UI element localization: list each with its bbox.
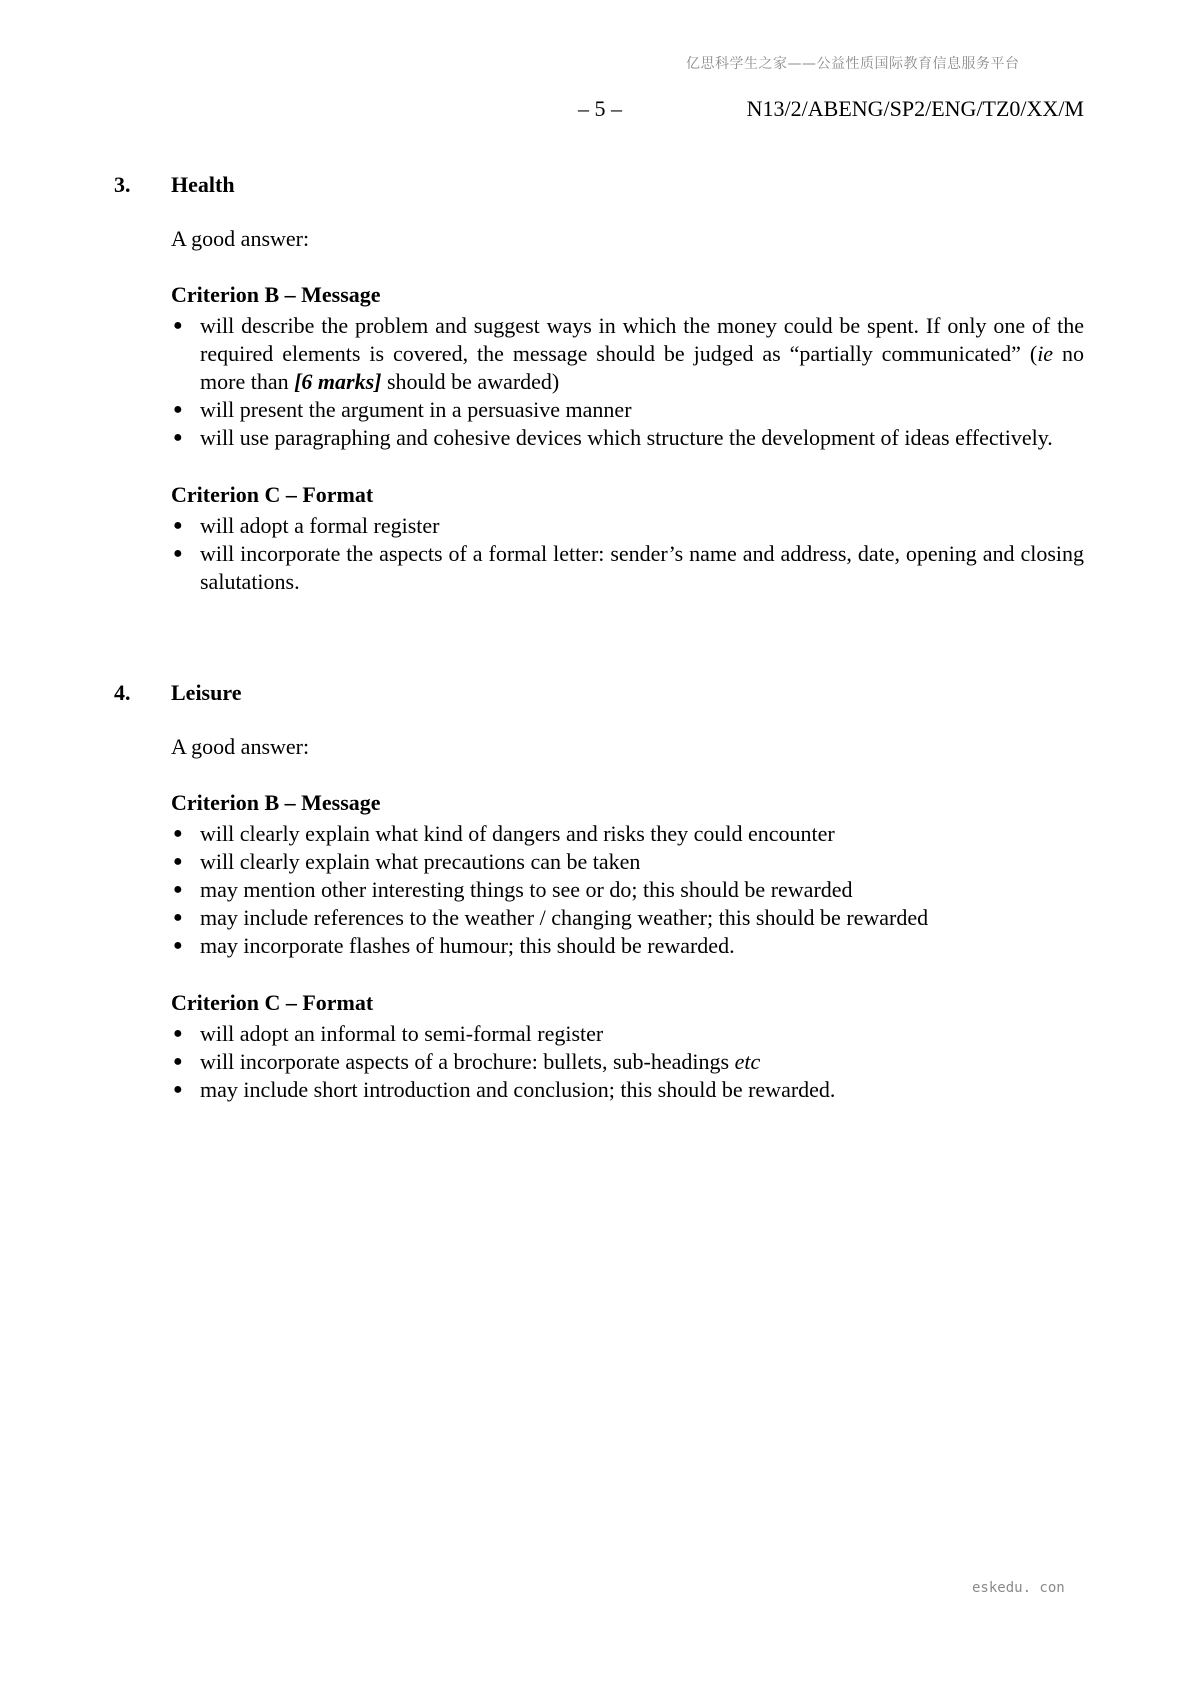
paper-code: N13/2/ABENG/SP2/ENG/TZ0/XX/M <box>746 96 1084 121</box>
bullet-icon: ● <box>173 853 183 870</box>
question-4-criterion-b-title: Criterion B – Message <box>171 790 381 815</box>
bullet-icon: ● <box>173 937 183 954</box>
watermark-footer: eskedu. con <box>972 1580 1065 1596</box>
list-item: ● will describe the problem and suggest ways in which the money could be spent. If only one of the required elements is covered, the message should be judged as “partially communicated” (ie no more than [6 marks] should be awarded) <box>173 313 1085 394</box>
question-3-heading <box>114 172 1084 198</box>
question-3-number: 3. <box>114 172 131 197</box>
bullet-icon: ● <box>173 429 183 446</box>
question-3-title: Health <box>171 172 235 197</box>
question-3-criterion-b-list <box>171 312 1084 452</box>
list-item: ● will clearly explain what kind of dangers and risks they could encounter <box>173 821 835 846</box>
list-item: ● will incorporate the aspects of a formal letter: sender’s name and address, date, opening and closing salutations. <box>173 541 1084 594</box>
list-item: ● may include references to the weather / changing weather; this should be rewarded <box>173 905 929 930</box>
question-3-intro: A good answer: <box>171 226 310 251</box>
question-3-criterion-b-title: Criterion B – Message <box>171 282 381 307</box>
bullet-icon: ● <box>173 1025 183 1042</box>
question-4-criterion-c-list <box>171 1020 1084 1104</box>
question-3-criterion-c-list <box>171 512 1084 596</box>
page-number: – 5 – <box>578 96 622 121</box>
list-item: ● will incorporate aspects of a brochure: bullets, sub-headings etc <box>173 1049 761 1074</box>
list-item: ● may include short introduction and conclusion; this should be rewarded. <box>173 1077 836 1102</box>
bullet-icon: ● <box>173 545 183 562</box>
bullet-icon: ● <box>173 909 183 926</box>
bullet-icon: ● <box>173 881 183 898</box>
list-item: ● may mention other interesting things to see or do; this should be rewarded <box>173 877 853 902</box>
bullet-icon: ● <box>173 825 183 842</box>
bullet-icon: ● <box>173 1053 183 1070</box>
list-item: ● will adopt a formal register <box>173 513 440 538</box>
bullet-icon: ● <box>173 517 183 534</box>
question-4-title: Leisure <box>171 680 242 705</box>
list-item: ● will use paragraphing and cohesive devices which structure the development of ideas effectively. <box>173 425 1053 450</box>
watermark-header: 亿思科学生之家——公益性质国际教育信息服务平台 <box>686 56 1020 72</box>
list-item: ● may incorporate flashes of humour; this should be rewarded. <box>173 933 735 958</box>
question-4-number: 4. <box>114 680 131 705</box>
question-3-criterion-c-title: Criterion C – Format <box>171 482 374 507</box>
list-item: ● will present the argument in a persuasive manner <box>173 397 632 422</box>
question-4-intro: A good answer: <box>171 734 310 759</box>
bullet-icon: ● <box>173 401 183 418</box>
list-item: ● will adopt an informal to semi-formal register <box>173 1021 604 1046</box>
question-4-heading <box>114 680 1084 706</box>
question-4-criterion-b-list <box>171 820 1084 960</box>
bullet-icon: ● <box>173 317 183 334</box>
list-item: ● will clearly explain what precautions can be taken <box>173 849 641 874</box>
bullet-icon: ● <box>173 1081 183 1098</box>
question-4-section <box>114 680 1084 1104</box>
marks-reference: [6 marks] <box>294 369 382 394</box>
question-3-section <box>114 172 1084 596</box>
question-4-criterion-c-title: Criterion C – Format <box>171 990 374 1015</box>
